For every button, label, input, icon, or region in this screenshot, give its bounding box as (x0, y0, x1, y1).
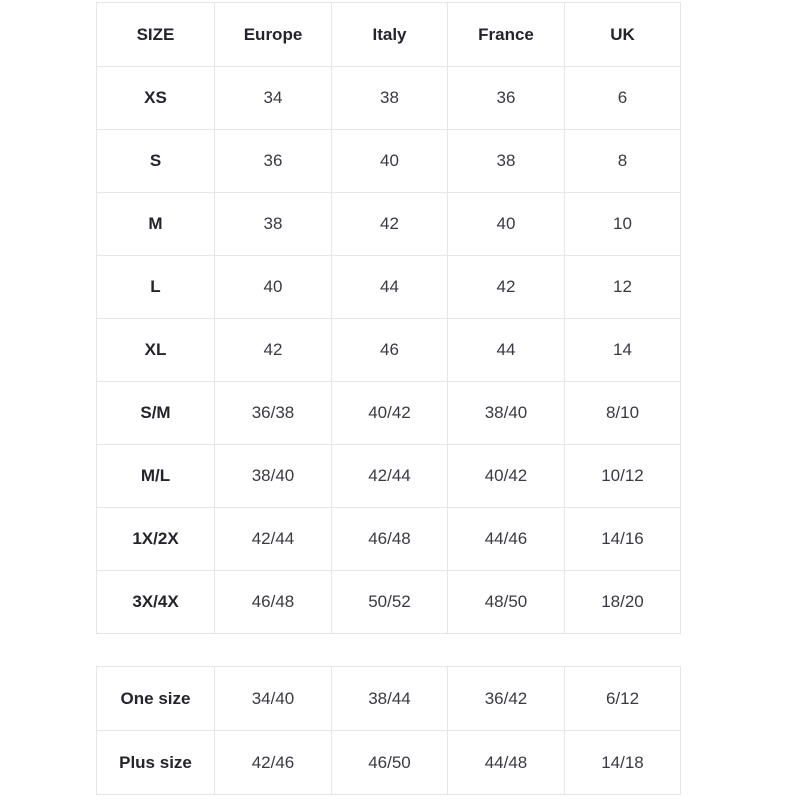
cell-europe: 36/38 (215, 382, 332, 445)
row-label: L (97, 256, 215, 319)
main-size-table-wrapper (96, 2, 680, 634)
row-label: Plus size (97, 731, 215, 795)
cell-uk: 14 (565, 319, 681, 382)
cell-italy: 50/52 (332, 571, 448, 634)
cell-europe: 42/44 (215, 508, 332, 571)
cell-italy: 46/48 (332, 508, 448, 571)
cell-europe: 42/46 (215, 731, 332, 795)
table-row (97, 256, 681, 319)
column-header-size: SIZE (97, 3, 215, 67)
row-label: XL (97, 319, 215, 382)
cell-uk: 6 (565, 67, 681, 130)
cell-france: 42 (448, 256, 565, 319)
cell-italy: 46/50 (332, 731, 448, 795)
main-size-table (96, 2, 681, 634)
row-label: One size (97, 667, 215, 731)
cell-uk: 6/12 (565, 667, 681, 731)
cell-france: 48/50 (448, 571, 565, 634)
row-label: S/M (97, 382, 215, 445)
row-label: 1X/2X (97, 508, 215, 571)
cell-italy: 38/44 (332, 667, 448, 731)
column-header-italy: Italy (332, 3, 448, 67)
extra-size-table-wrapper (96, 666, 680, 795)
cell-italy: 38 (332, 67, 448, 130)
cell-uk: 14/16 (565, 508, 681, 571)
cell-italy: 40 (332, 130, 448, 193)
extra-table-body (97, 667, 681, 795)
row-label: XS (97, 67, 215, 130)
cell-europe: 40 (215, 256, 332, 319)
cell-france: 40 (448, 193, 565, 256)
table-row (97, 508, 681, 571)
cell-europe: 38 (215, 193, 332, 256)
row-label: 3X/4X (97, 571, 215, 634)
table-row (97, 319, 681, 382)
cell-europe: 34/40 (215, 667, 332, 731)
cell-europe: 34 (215, 67, 332, 130)
table-row (97, 731, 681, 795)
cell-france: 44/48 (448, 731, 565, 795)
cell-europe: 36 (215, 130, 332, 193)
cell-italy: 44 (332, 256, 448, 319)
cell-italy: 42 (332, 193, 448, 256)
column-header-france: France (448, 3, 565, 67)
cell-italy: 46 (332, 319, 448, 382)
table-row (97, 571, 681, 634)
cell-france: 38/40 (448, 382, 565, 445)
cell-france: 44 (448, 319, 565, 382)
extra-size-table (96, 666, 681, 795)
main-table-header (97, 3, 681, 67)
cell-uk: 8/10 (565, 382, 681, 445)
cell-italy: 40/42 (332, 382, 448, 445)
cell-france: 40/42 (448, 445, 565, 508)
cell-europe: 46/48 (215, 571, 332, 634)
table-header-row (97, 3, 681, 67)
cell-uk: 12 (565, 256, 681, 319)
cell-europe: 38/40 (215, 445, 332, 508)
row-label: M (97, 193, 215, 256)
cell-france: 38 (448, 130, 565, 193)
main-table-body (97, 67, 681, 634)
cell-uk: 8 (565, 130, 681, 193)
table-row (97, 382, 681, 445)
cell-italy: 42/44 (332, 445, 448, 508)
table-row (97, 445, 681, 508)
cell-uk: 18/20 (565, 571, 681, 634)
cell-uk: 14/18 (565, 731, 681, 795)
cell-uk: 10 (565, 193, 681, 256)
row-label: S (97, 130, 215, 193)
cell-uk: 10/12 (565, 445, 681, 508)
table-row (97, 667, 681, 731)
table-row (97, 193, 681, 256)
column-header-uk: UK (565, 3, 681, 67)
cell-france: 36/42 (448, 667, 565, 731)
table-row (97, 130, 681, 193)
table-row (97, 67, 681, 130)
cell-france: 44/46 (448, 508, 565, 571)
column-header-europe: Europe (215, 3, 332, 67)
cell-france: 36 (448, 67, 565, 130)
cell-europe: 42 (215, 319, 332, 382)
row-label: M/L (97, 445, 215, 508)
